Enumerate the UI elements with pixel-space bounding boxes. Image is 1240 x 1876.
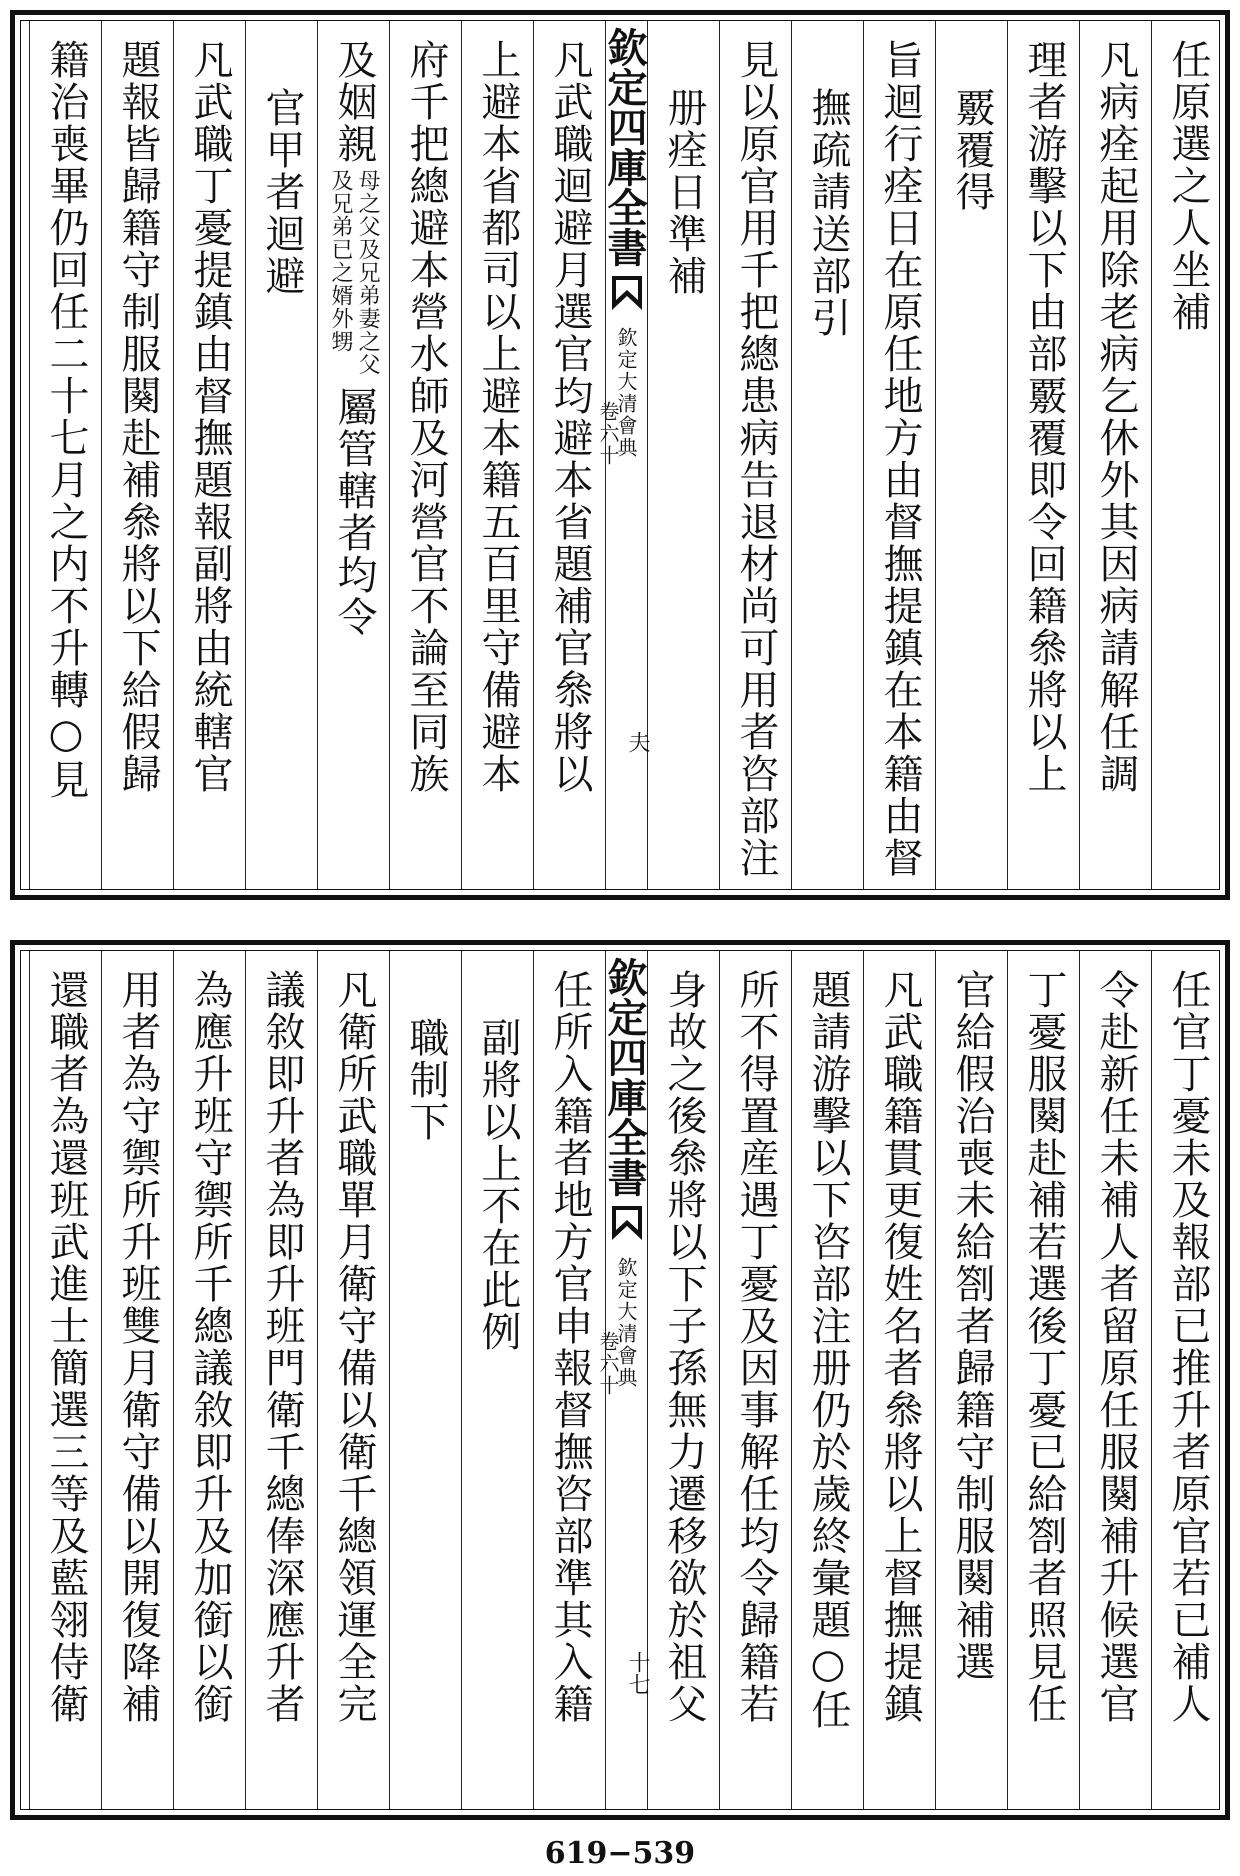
center-title-column [596,21,650,889]
page-number: 十七 [625,1651,650,1695]
column-text: 府千把總避本營水師及河營官不論至同族 [403,39,449,795]
column-text: 凡武職迴避月選官均避本省題補官叅將以 [547,39,593,795]
text-column [1151,21,1224,889]
page-reference: 619−539 [544,1836,696,1871]
inline-note [329,169,379,376]
column-text: 籍治喪畢仍回任二十七月之内不升轉○見 [43,39,89,801]
text-column [1007,951,1080,1809]
column-text: 身故之後叅將以下子孫無力遷移欲於祖父 [661,969,707,1725]
column-text: 凡武職籍貫更復姓名者叅將以上督撫提鎮 [877,969,923,1725]
text-column [647,21,720,889]
note-line: 母之父及兄弟妻之父 [355,169,381,376]
column-text: 任原選之人坐補 [1165,39,1211,333]
text-column [29,951,102,1809]
column-text: 凡武職丁憂提鎮由督撫題報副將由統轄官 [187,39,233,795]
book-subtitle: 欽定大清會典 [614,327,638,459]
book-title: 欽定四庫全書 [601,957,648,1197]
text-column [935,21,1008,889]
fish-tail-mark-icon [612,1206,642,1240]
text-column [647,951,720,1809]
column-text: 副將以上不在此例 [475,1017,521,1353]
text-column [791,951,864,1809]
text-column [1007,21,1080,889]
column-text: 撫疏請送部引 [805,87,851,339]
column-text: 覈覆得 [949,87,995,213]
column-text: 題請游擊以下咨部注册仍於歲終彙題○任 [805,969,851,1731]
bottom-page [10,940,1230,1820]
text-column [173,951,246,1809]
section-heading-column [389,951,462,1809]
column-text: 册痊日準補 [661,87,707,297]
text-column [173,21,246,889]
text-column [863,951,936,1809]
top-page-columns [21,21,1219,889]
text-column [719,21,792,889]
text-column [533,951,606,1809]
column-text: 任官丁憂未及報部已推升者原官若已補人 [1165,969,1211,1725]
juan-number: 卷六十 [596,1331,620,1397]
column-text: 任所入籍者地方官申報督撫咨部準其入籍 [547,969,593,1725]
section-heading: 職制下 [403,1017,449,1143]
column-text: 理者游擊以下由部覈覆即令回籍叅將以上 [1021,39,1067,795]
column-text: 令赴新任未補人者留原任服闋補升候選官 [1093,969,1139,1725]
column-text: 還職者為還班武進士簡選三等及藍翎侍衛 [43,969,89,1725]
text-column [101,21,174,889]
text-column [245,21,318,889]
column-text: 屬管轄者均令 [331,386,377,638]
column-text: 議敘即升者為即升班門衛千總俸深應升者 [259,969,305,1725]
text-column [245,951,318,1809]
text-column [29,21,102,889]
text-column [935,951,1008,1809]
column-text: 旨迴行痊日在原任地方由督撫提鎮在本籍由督 [877,39,923,879]
column-text: 丁憂服闋赴補若選後丁憂已給劄者照見任 [1021,969,1067,1725]
text-column [791,21,864,889]
text-column [461,21,534,889]
column-text: 見以原官用千把總患病告退材尚可用者咨部注 [733,39,779,879]
text-column [317,951,390,1809]
bottom-page-frame [20,950,1220,1810]
book-title: 欽定四庫全書 [601,27,648,267]
text-column [389,21,462,889]
bottom-page-columns [21,951,1219,1809]
book-subtitle: 欽定大清會典 [614,1257,638,1389]
text-column [719,951,792,1809]
top-page-frame [20,20,1220,890]
column-text: 上避本省都司以上避本籍五百里守備避本 [475,39,521,795]
text-column [533,21,606,889]
column-text: 題報皆歸籍守制服闋赴補叅將以下給假歸 [115,39,161,795]
center-title-column [596,951,650,1809]
column-text: 凡衛所武職單月衛守備以衛千總領運全完 [331,969,377,1725]
text-column [461,951,534,1809]
column-text: 所不得置産遇丁憂及因事解任均令歸籍若 [733,969,779,1725]
text-column [863,21,936,889]
page-number: 夫 [625,731,650,753]
text-column [1079,951,1152,1809]
column-text: 官給假治喪未給劄者歸籍守制服闋補選 [949,969,995,1683]
column-text: 凡病痊起用除老病乞休外其因病請解任調 [1093,39,1139,795]
column-text: 用者為守禦所升班雙月衛守備以開復降補 [115,969,161,1725]
column-text: 及姻親 [331,39,377,165]
fish-tail-mark-icon [612,276,642,310]
column-text: 官甲者迴避 [259,87,305,297]
text-column [1151,951,1224,1809]
column-text: 為應升班守禦所千總議敘即升及加銜以銜 [187,969,233,1725]
note-line: 及兄弟已之婿外甥 [328,169,353,353]
juan-number: 卷六十 [596,401,620,467]
text-column [1079,21,1152,889]
text-column [101,951,174,1809]
top-page [10,10,1230,900]
text-column-with-note [317,21,390,889]
